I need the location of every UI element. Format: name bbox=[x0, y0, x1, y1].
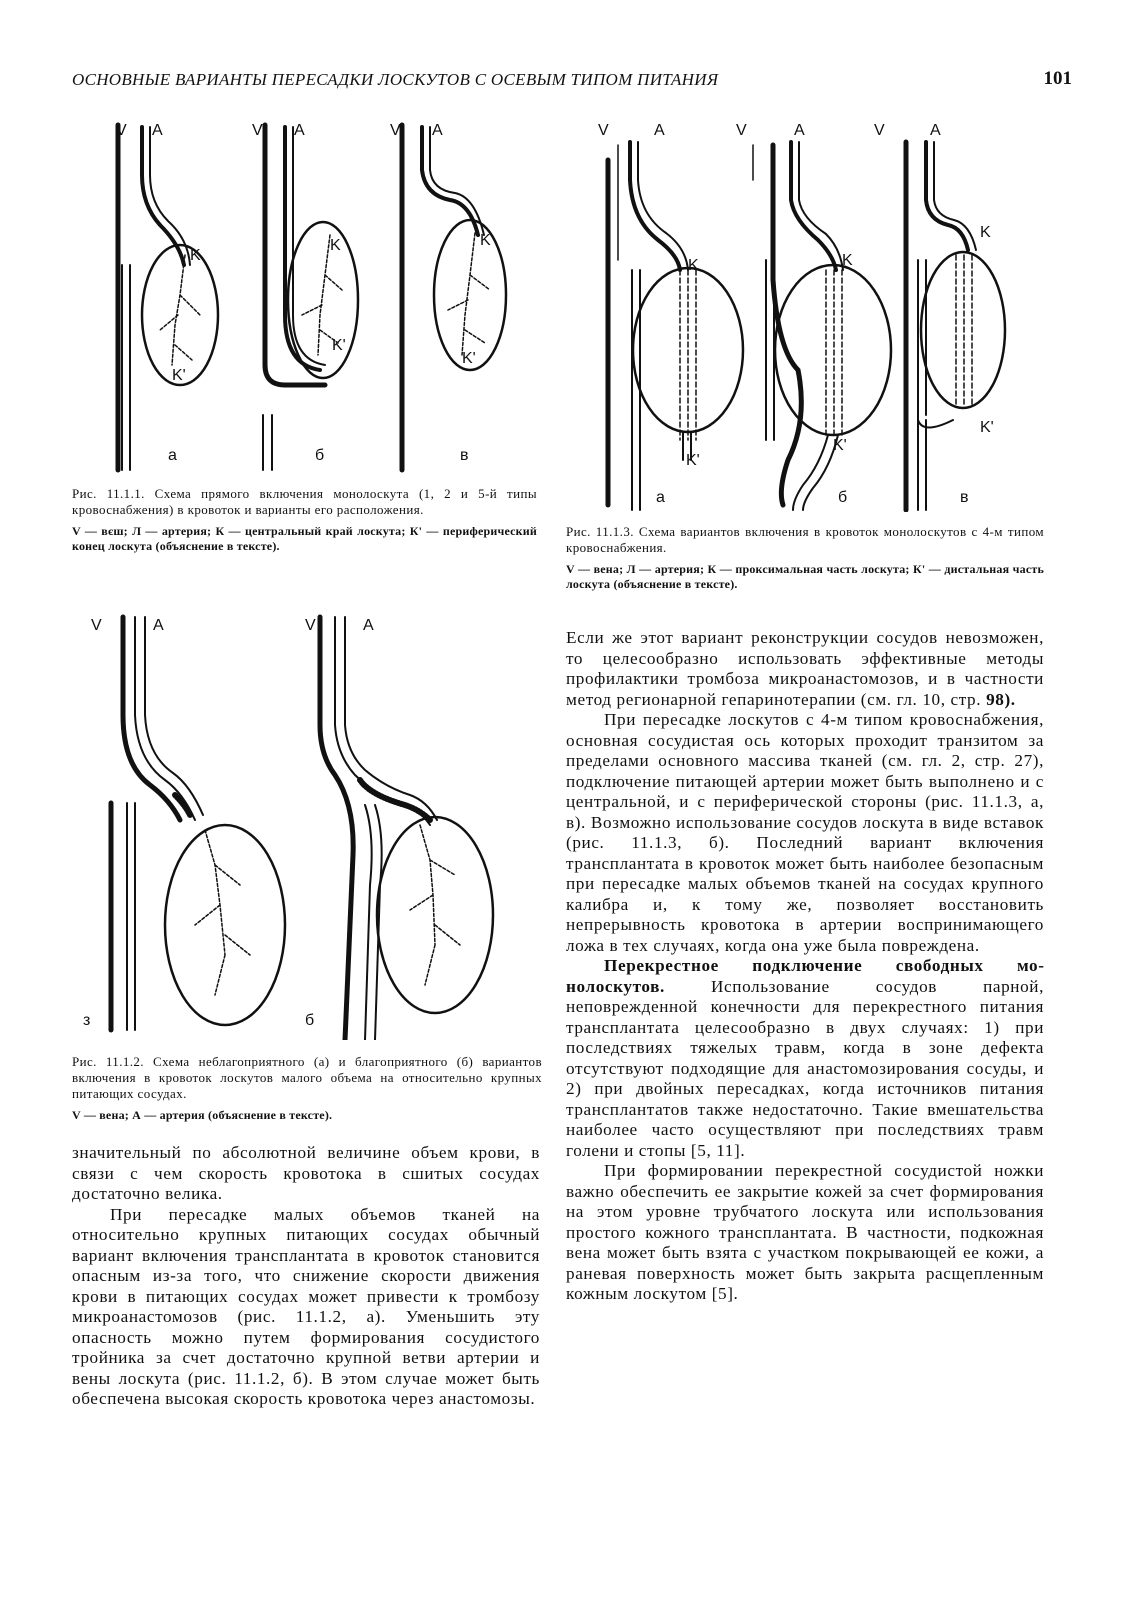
running-title: ОСНОВНЫЕ ВАРИАНТЫ ПЕРЕСАДКИ ЛОСКУТОВ С ОСЕВЫМ ТИПОМ ПИТАНИЯ bbox=[72, 70, 719, 89]
fig1-label-k1: K bbox=[190, 247, 201, 264]
fig1-label-k2: K bbox=[330, 237, 341, 254]
fig1-label-v3: V bbox=[390, 122, 401, 139]
fig1-label-v1: V bbox=[116, 122, 127, 139]
fig1-caption: Рис. 11.1.1. Схема прямого включения монолоскута (1, 2 и 5-й типы кровоснабжения) в кровоток и варианты его расположения. bbox=[72, 486, 537, 517]
fig1-legend: V — вєш; Л — артерия; К — центральный край лоскута; К' — периферический конец лоскута (объяснение в тексте). bbox=[72, 524, 537, 553]
right-paragraph-1 bbox=[566, 628, 1044, 710]
fig3-label-k2: K bbox=[842, 252, 853, 269]
page-number: 101 bbox=[1043, 68, 1072, 89]
fig2-caption-block bbox=[72, 1054, 542, 1123]
left-paragraph-2: При пересадке малых объемов тканей на относительно крупных питающих сосудах обычный вариант включения трансплантата в кровоток становится опасным из-за того, что снижение скорости движения крови в питающих сосудах может привести к тромбозу микроанастомозов (рис. 11.1.2, а). Уменьшить эту опасность можно путем формирования сосудистого тройника за счет достаточно крупной ветви артерии и вены лоскута (рис. 11.1.2, б). В этом случае может быть обеспечена высокая скорость кровотока через анастомозы. bbox=[72, 1204, 540, 1408]
figure-11-1-3 bbox=[588, 120, 1058, 512]
fig2-panel-label-b: б bbox=[305, 1012, 315, 1029]
fig1-panel-label-b: б bbox=[315, 447, 325, 464]
fig3-label-k2-2: K' bbox=[833, 437, 847, 454]
fig3-label-v2: V bbox=[736, 122, 747, 139]
fig1-label-a1: A bbox=[152, 122, 163, 139]
fig1-label-k2-2: K' bbox=[332, 337, 346, 354]
fig3-panel-b bbox=[753, 142, 891, 510]
fig2-caption: Рис. 11.1.2. Схема неблагоприятного (а) и благоприятного (б) вариантов включения в кровоток лоскутов малого объема на относительно крупных питающих сосудах. bbox=[72, 1054, 542, 1101]
fig2-label-v2: V bbox=[305, 617, 316, 634]
fig2-panel-label-a: з bbox=[83, 1012, 91, 1029]
fig3-panel-a bbox=[608, 142, 743, 510]
right-paragraph-4: При формировании перекрестной сосудистой ножки важно обеспечить ее закрытие кожей за счет формирования на этом уровне трубчатого лоскута или использования простого кожного трансплантата. В частности, подкожная вена может быть взята с участком покрывающей ее кожи, а раневая поверхность может быть закрыта расщепленным кожным лоскутом [5]. bbox=[566, 1161, 1044, 1303]
running-header bbox=[72, 70, 1072, 100]
fig2-label-v1: V bbox=[91, 617, 102, 634]
fig2-panel-b bbox=[320, 617, 493, 1040]
fig1-label-a2: A bbox=[294, 122, 305, 139]
right-paragraph-1-page-ref: 98). bbox=[986, 689, 1016, 709]
left-paragraph-1: значительный по абсолютной величине объем крови, в связи с чем скорость кровотока в сшитых сосудах достаточно велика. bbox=[72, 1143, 540, 1203]
fig3-label-k2-1: K' bbox=[686, 452, 700, 469]
right-paragraph-2: При пересадке лоскутов с 4-м типом кровоснабжения, основная сосудистая ось которых проходит транзитом за пределами основного массива тканей (см. гл. 2, стр. 27), подключение питающей артерии может быть выполнено и с центральной, и с периферической стороны (рис. 11.1.3, а, в). Возможно использование сосудов лоскута в виде вставок (рис. 11.1.3, б). Последний вариант включения трансплантата в кровоток может быть наиболее безопасным при пересадке малых объемов тканей на сосудах крупного калибра и, к тому же, позволяет восстановить непрерывность кровотока в артерии воспринимающего ложа в тех случаях, когда она уже была повреждена. bbox=[566, 710, 1044, 955]
fig3-label-k1: K bbox=[688, 257, 699, 274]
fig1-label-k2-3: K' bbox=[462, 350, 476, 367]
right-paragraph-3-text: Использование сосудов парной, неповрежденной конечности для перекрестного питания трансплантата целесообразно в двух случаях: 1) при последствиях тяжелых травм, когда в зоне дефекта отсутствуют подходящие для анастомозирования сосуды, и 2) при двойных пересадках, когда источников питания трансплантатов также недостаточно. Такие вмешательства наиболее часто осуществляют при последствиях травм голени и стопы [5, 11]. bbox=[566, 976, 1044, 1160]
left-column-text bbox=[72, 1143, 540, 1410]
fig3-label-v1: V bbox=[598, 122, 609, 139]
figure-11-1-1 bbox=[80, 115, 530, 475]
fig1-label-k2-1: K' bbox=[172, 367, 186, 384]
fig3-caption: Рис. 11.1.3. Схема вариантов включения в кровоток монолоскутов с 4-м типом кровоснабжения. bbox=[566, 524, 1044, 555]
fig1-panel-label-a: а bbox=[168, 447, 177, 464]
fig3-legend: V — вена; Л — артерия; К — проксимальная часть лоскута; К' — дистальная часть лоскута (объяснение в тексте). bbox=[566, 562, 1044, 591]
fig2-label-a1: A bbox=[153, 617, 164, 634]
fig1-label-a3: A bbox=[432, 122, 443, 139]
fig1-label-k3: K bbox=[480, 232, 491, 249]
fig1-panel-b bbox=[263, 125, 358, 470]
right-paragraph-3 bbox=[566, 956, 1044, 1161]
fig1-label-v2: V bbox=[252, 122, 263, 139]
fig3-label-a3: A bbox=[930, 122, 941, 139]
fig3-label-k2-3: K' bbox=[980, 419, 994, 436]
fig1-caption-block bbox=[72, 486, 537, 554]
fig2-panel-a bbox=[111, 617, 285, 1030]
fig1-panel-a bbox=[118, 125, 218, 470]
fig1-panel-label-c: в bbox=[460, 447, 469, 464]
right-column-text bbox=[566, 628, 1044, 1305]
fig3-panel-c bbox=[906, 142, 1005, 510]
fig2-label-a2: A bbox=[363, 617, 374, 634]
fig3-label-a2: A bbox=[794, 122, 805, 139]
right-paragraph-1-text: Если же этот вариант реконструкции сосудов невозможен, то целесообразно использовать эффективные методы профилактики тромбоза микроанастомозов, и в частности метод регионарной гепаринотерапии (см. гл. 10, стр. bbox=[566, 628, 1044, 709]
fig3-panel-label-b: б bbox=[838, 489, 848, 506]
figure-11-1-2 bbox=[75, 605, 535, 1040]
fig2-legend: V — вена; А — артерия (объяснение в тексте). bbox=[72, 1108, 333, 1122]
fig3-label-v3: V bbox=[874, 122, 885, 139]
fig3-panel-label-c: в bbox=[960, 489, 969, 506]
fig3-label-k3: K bbox=[980, 224, 991, 241]
fig3-label-a1: A bbox=[654, 122, 665, 139]
fig1-panel-c bbox=[402, 125, 506, 470]
right-paragraph-3-heading: Перекрестное подключение свободных монолоскутов. bbox=[566, 956, 1044, 996]
fig3-caption-block bbox=[566, 524, 1044, 592]
fig3-panel-label-a: а bbox=[656, 489, 665, 506]
